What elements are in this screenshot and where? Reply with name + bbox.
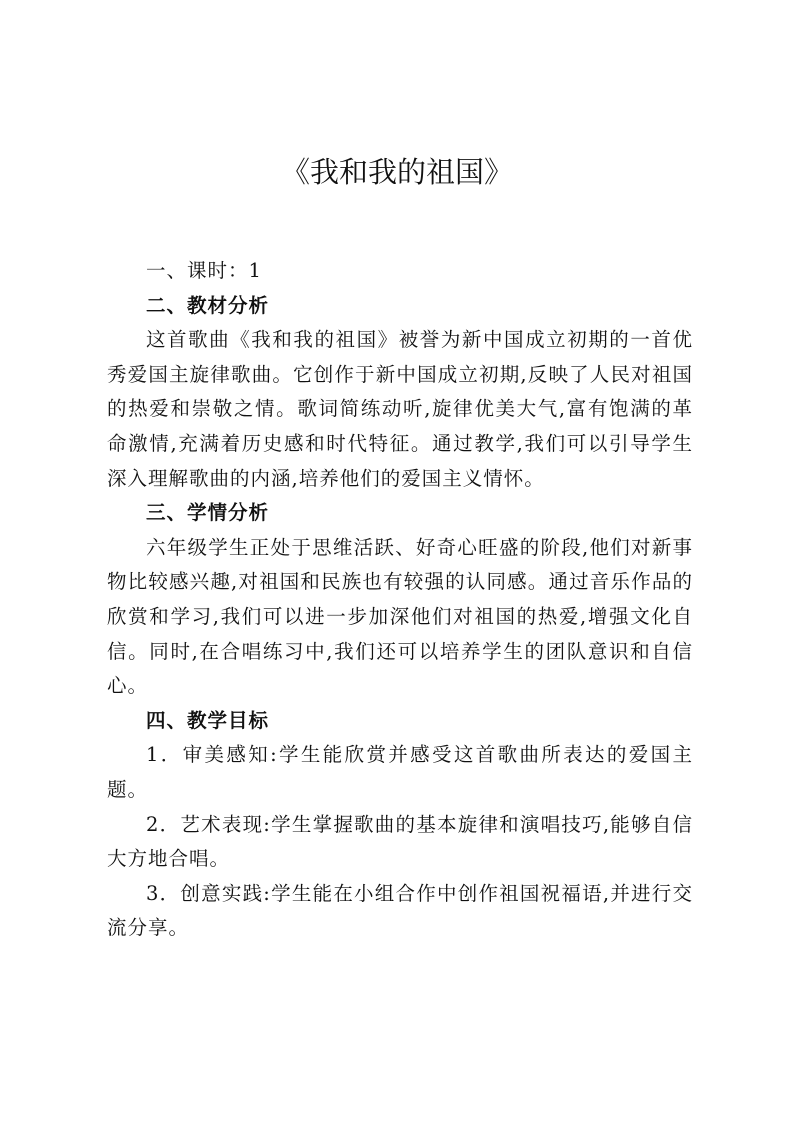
- section-heading-teaching-goals: 四、教学目标: [146, 708, 270, 732]
- section-heading-material-analysis: 二、教材分析: [146, 293, 270, 317]
- goal-item-3: 3．创意实践:学生能在小组合作中创作祖国祝福语,并进行交流分享。: [107, 881, 693, 940]
- goal-item-2: 2．艺术表现:学生掌握歌曲的基本旋律和演唱技巧,能够自信大方地合唱。: [107, 812, 693, 871]
- goal-item-1: 1．审美感知:学生能欣赏并感受这首歌曲所表达的爱国主题。: [107, 743, 693, 801]
- document-body: [107, 254, 693, 946]
- paragraph-student-analysis: 六年级学生正处于思维活跃、好奇心旺盛的阶段,他们对新事物比较感兴趣,对祖国和民族也有较强的认同感。通过音乐作品的欣赏和学习,我们可以进一步加深他们对祖国的热爱,增强文化自信。同时,在合唱练习中,我们还可以培养学生的团队意识和自信心。: [107, 535, 693, 698]
- document-title: 《我和我的祖国》: [280, 155, 513, 189]
- paragraph-material-analysis: 这首歌曲《我和我的祖国》被誉为新中国成立初期的一首优秀爱国主旋律歌曲。它创作于新中国成立初期,反映了人民对祖国的热爱和崇敬之情。歌词简练动听,旋律优美大气,富有饱满的革命激情,充满着历史感和时代特征。通过教学,我们可以引导学生深入理解歌曲的内涵,培养他们的爱国主义情怀。: [107, 328, 693, 490]
- section-heading-student-analysis: 三、学情分析: [146, 501, 270, 525]
- lesson-hours: 一、课时：1: [146, 259, 262, 282]
